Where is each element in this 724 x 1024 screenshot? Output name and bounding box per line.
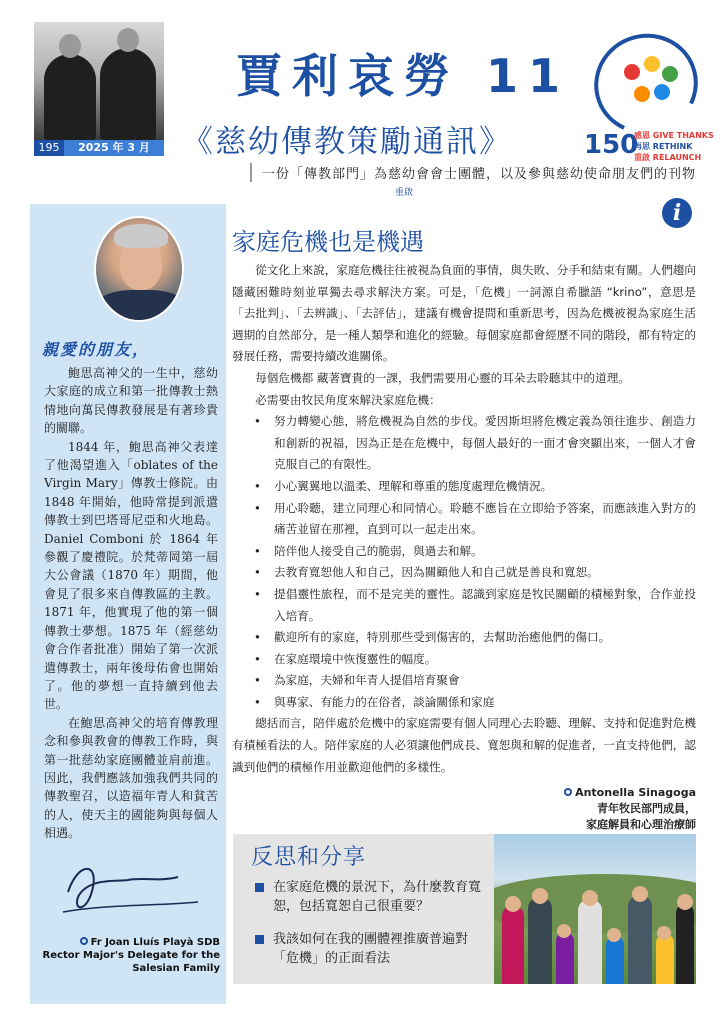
list-item: • 去教育寬恕他人和自己，因為關顧他人和自己就是善良和寬恕。 xyxy=(254,562,696,584)
reflection-questions xyxy=(255,878,485,982)
letter-paragraph: 鮑思高神父的一生中，慈幼大家庭的成立和第一批傳教士熱情地向萬民傳教發展是有著珍貴的關聯。 xyxy=(44,366,218,436)
logo-line-2: 再思 RETHINK xyxy=(634,142,693,151)
list-item: • 陪伴他人接受自己的脆弱，與過去和解。 xyxy=(254,541,696,563)
article-paragraph: 必需要由牧民角度來解決家庭危機： xyxy=(255,392,441,407)
editorial-sidebar xyxy=(30,204,226,1004)
newsletter-subtitle: 《慈幼傳教策勵通訊》 xyxy=(182,124,512,160)
question-text: 在家庭危機的景況下，為什麼教育寬恕，包括寬恕自己很重要？ xyxy=(273,880,482,914)
article-conclusion: 總括而言，陪伴處於危機中的家庭需要有個人同理心去聆聽、理解、支持和促進對危機有積極看法的人。陪伴家庭的人必須讓他們成長、寬恕與和解的促進者，一直支持他們，認識到他們的積極作用並歡迎他們的多樣性。 xyxy=(232,716,696,774)
author-portrait xyxy=(94,216,184,322)
list-item: • 用心聆聽，建立同理心和同情心。聆聽不應旨在立即給予答案，而應該進入對方的痛苦並留在那裡，直到可以一起走出來。 xyxy=(254,498,696,541)
list-item: • 歡迎所有的家庭，特別那些受到傷害的，去幫助治癒他們的傷口。 xyxy=(254,627,696,649)
location-pin-icon xyxy=(80,937,88,945)
signer-block xyxy=(40,936,220,975)
newsletter-title: 賈利哀勞 11 xyxy=(236,49,571,103)
anniversary-logo xyxy=(584,34,714,164)
signer-role-line-1: Rector Major's Delegate for the xyxy=(42,950,220,961)
issue-number: 195 xyxy=(34,140,64,156)
bullet-square-icon xyxy=(255,935,264,944)
reflection-box xyxy=(233,834,494,984)
article-title: 家庭危機也是機遇 xyxy=(232,228,424,256)
signer-role-line-2: Salesian Family xyxy=(132,963,220,974)
logo-number: 150 xyxy=(584,130,639,160)
location-pin-icon xyxy=(564,788,572,796)
author-role-line-2: 家庭解員和心理治療師 xyxy=(586,818,696,831)
author-name: Antonella Sinagoga xyxy=(575,786,696,799)
tagline: 一份「傳教部門」為慈幼會會士團體，以及參與慈幼使命朋友們的刊物 xyxy=(250,163,696,182)
issue-date: 2025 年 3 月 xyxy=(64,140,164,156)
article-paragraph: 從文化上來說，家庭危機往往被視為負面的事情，與失敗、分手和結束有關。人們趨向隱藏困難時刻並單獨去尋求解決方案。可是，「危機」一詞源自希臘語 “krino”，意思是「去批判」、「去辨識」、「去評估」，建議有機會提問和重新思考，因為危機被視為家庭生活週期的自然部分，是一種人類學和進化的經驗。每個家庭都會經歷不同的階段，都有特定的發展任務，需要持續改進關係。 xyxy=(232,263,696,364)
list-item: • 為家庭，夫婦和年青人提倡培育聚會 xyxy=(254,670,696,692)
letter-paragraph: 在鮑思高神父的培育傳教理念和參與教會的傳教工作時，與第一批慈幼家庭團體並肩前進。因此，我們應該加強我們共同的傳教聖召，以造福年青人和貧苦的人，使天主的國能夠與每個人相遇。 xyxy=(44,715,218,841)
info-icon: i xyxy=(662,198,692,228)
signature-image xyxy=(48,852,208,932)
editorial-letter xyxy=(44,364,218,843)
historic-photo xyxy=(34,22,164,140)
article-body xyxy=(232,260,696,778)
logo-line-1: 感恩 GIVE THANKS xyxy=(634,131,714,140)
list-item: • 小心翼翼地以溫柔、理解和尊重的態度處理危機情況。 xyxy=(254,476,696,498)
list-item: • 在家庭環境中恢復靈性的幅度。 xyxy=(254,649,696,671)
author-role-line-1: 青年牧民部門成員， xyxy=(597,802,696,815)
list-item: • 努力轉變心態，將危機視為自然的步伐。愛因斯坦將危機定義為領往進步、創造力和創新的祝福，因為正是在危機中，每個人最好的一面才會突顯出來，一個人才會克服自己的有限性。 xyxy=(254,411,696,476)
family-photo xyxy=(494,834,696,984)
reflection-question xyxy=(255,930,485,968)
article-paragraph: 每個危機都 藏著寶貴的一課，我們需要用心靈的耳朵去聆聽其中的道理。 xyxy=(255,370,630,385)
question-text: 我該如何在我的團體裡推廣普遍對「危機」的正面看法 xyxy=(273,932,469,966)
reflection-question xyxy=(255,878,485,916)
bullet-square-icon xyxy=(255,883,264,892)
list-item: • 與專家、有能力的在俗者，談論關係和家庭 xyxy=(254,692,696,714)
header xyxy=(0,0,724,200)
letter-paragraph: 1844 年，鮑思高神父表達了他渴望進入「oblates of the Virgin Mary」傳教士修院。由 1848 年開始，他時常提到派遣傳教士到巴塔哥尼亞和火地島。Daniel Comboni 於 1864 年參觀了慶禮院。於梵蒂岡第一屆大公會議（1870 年）期間，他會見了很多來自傳教區的主教。1871 年，他實現了他的第一個傳教士夢想。1875 年（經慈幼會合作者批准）開始了第一次派遣傳教士，兩年後母佑會也開始了。他的夢想一直持續到他去世。 xyxy=(44,439,218,712)
list-item: • 提倡靈性旅程，而不是完美的靈性。認識到家庭是牧民關顧的積極對象，合作並投入培育。 xyxy=(254,584,696,627)
article-author xyxy=(520,785,696,833)
logo-line-3: 重啟 RELAUNCH xyxy=(634,153,702,162)
tagline-small: 重啟 xyxy=(395,188,414,198)
greeting: 親愛的朋友， xyxy=(42,340,151,359)
reflection-title: 反思和分享 xyxy=(251,845,367,870)
signer-name: Fr Joan Lluís Playà SDB xyxy=(90,937,220,948)
pastoral-list xyxy=(254,411,696,713)
